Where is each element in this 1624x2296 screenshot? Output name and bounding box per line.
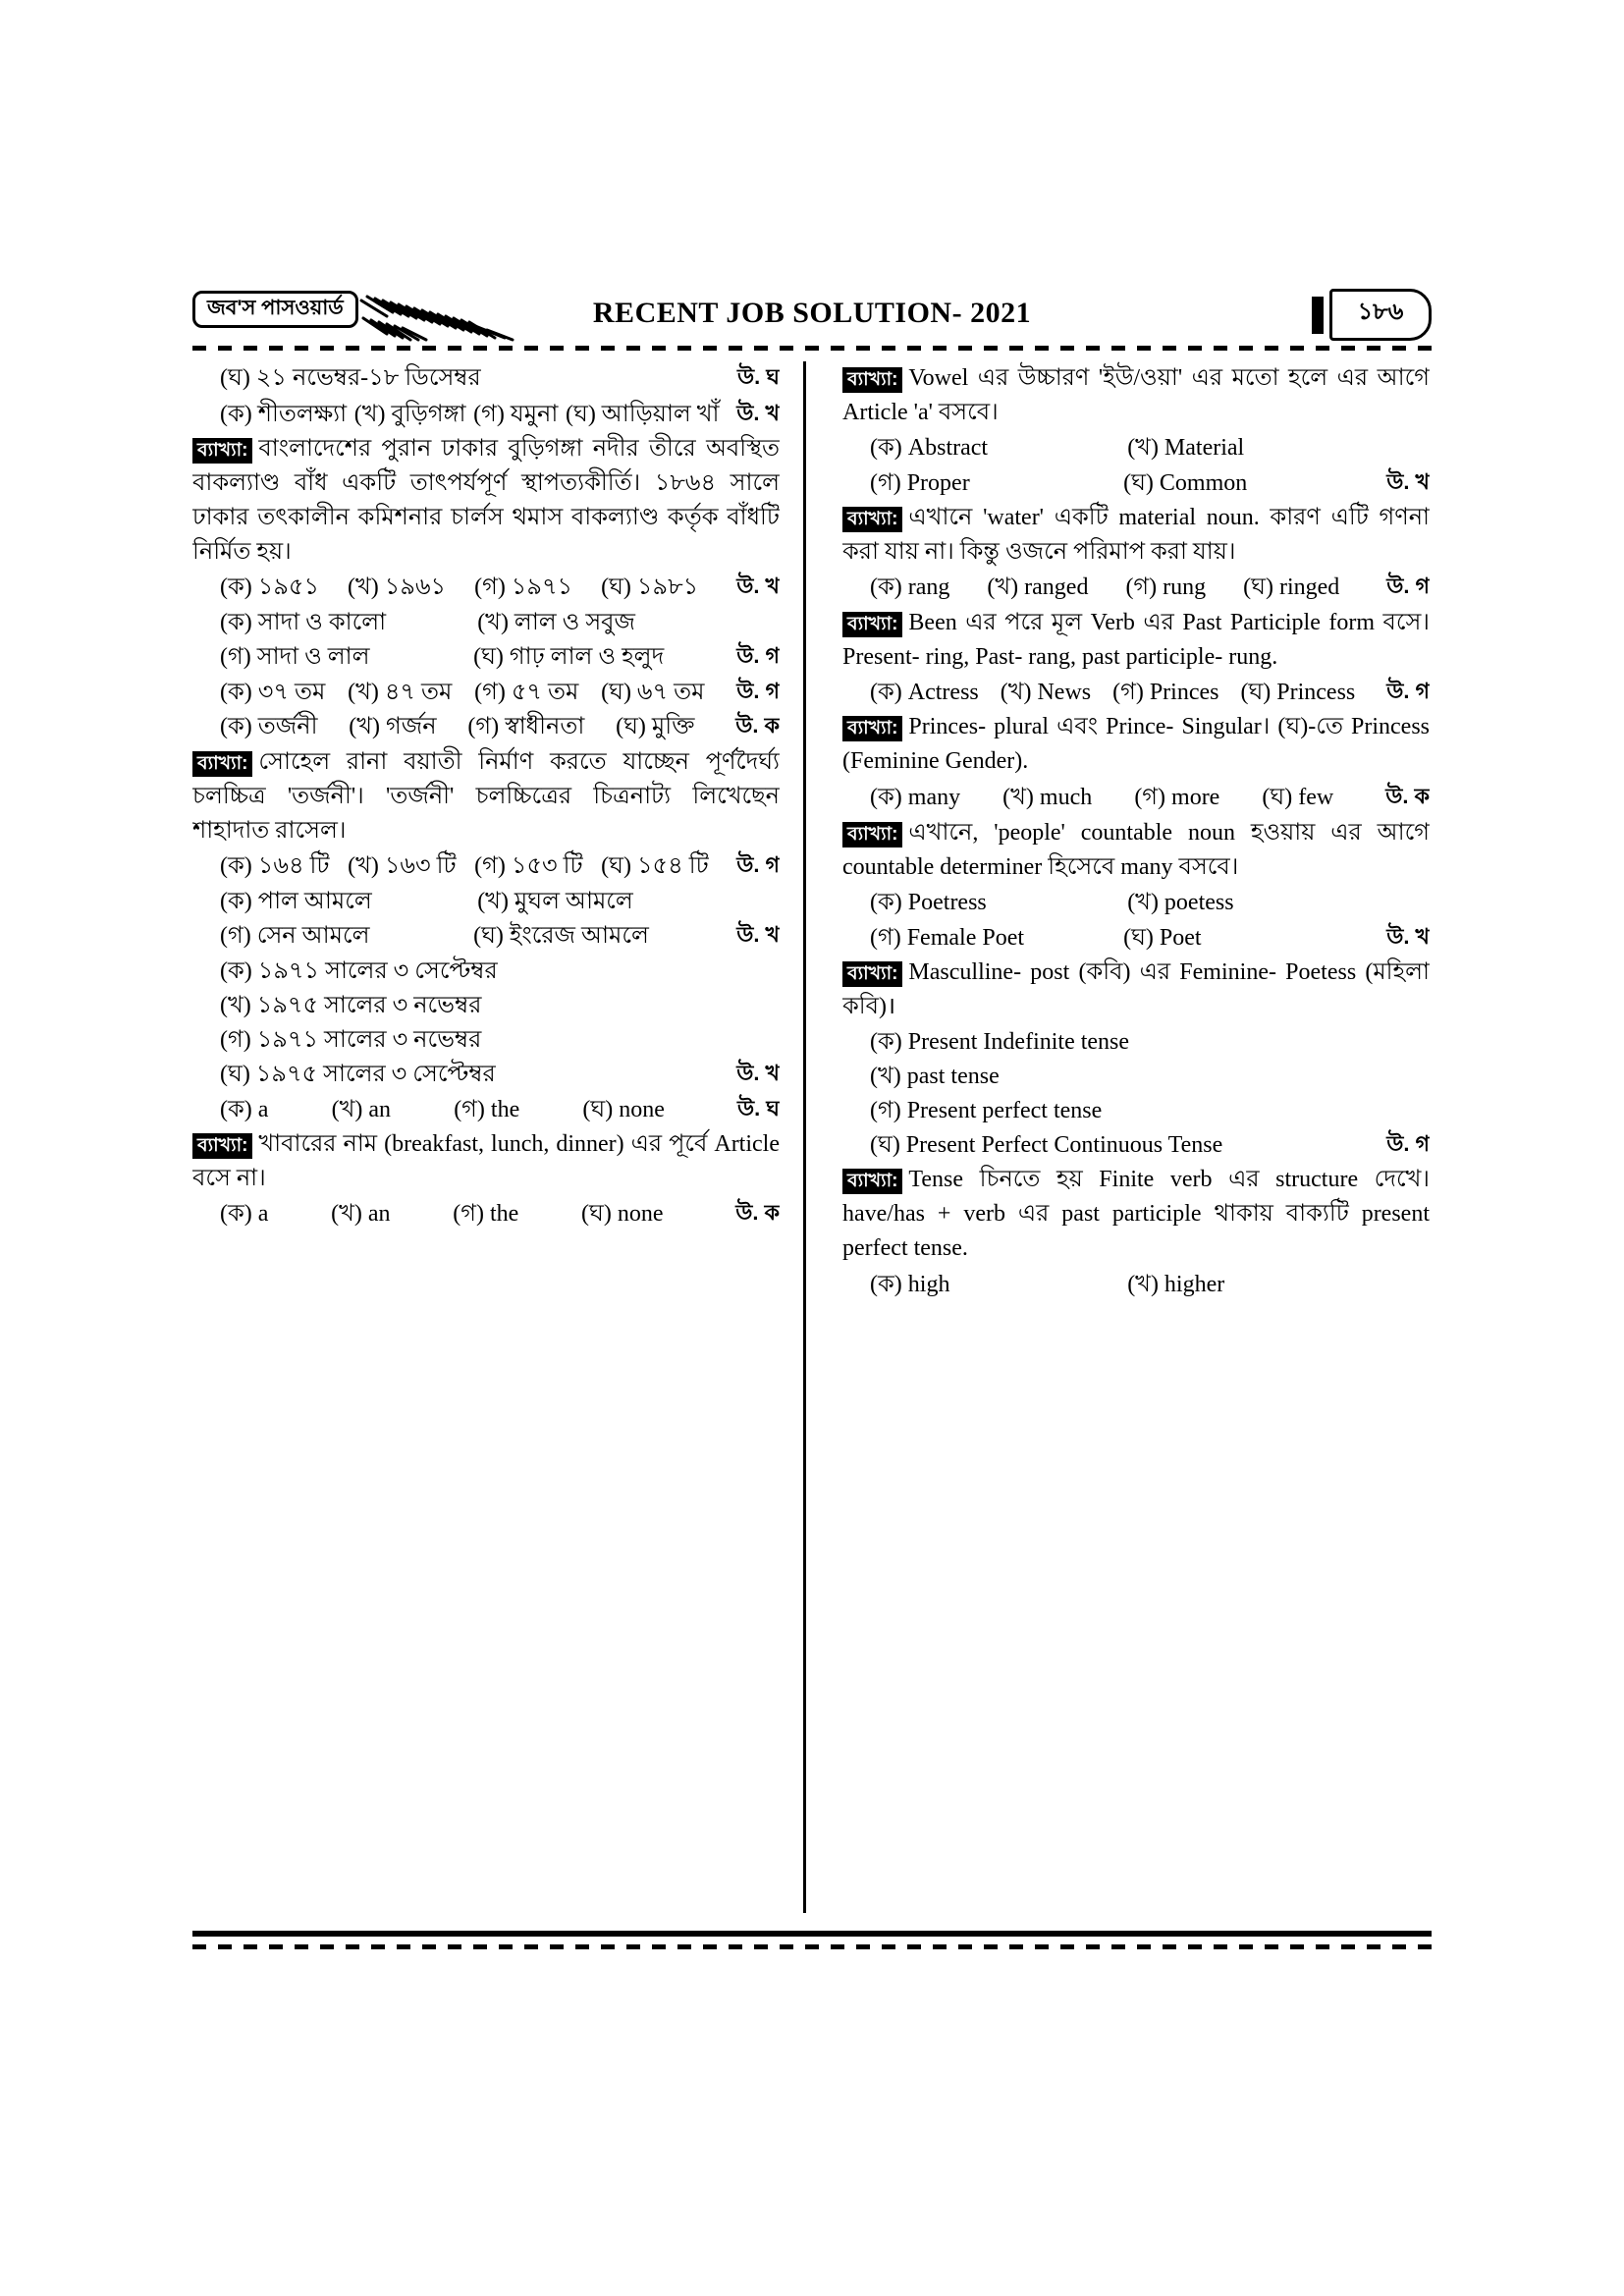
question-55-options (842, 676, 1430, 710)
option-row (220, 1023, 780, 1058)
answer-label: উ. গ (736, 852, 780, 878)
question-54-options (842, 571, 1430, 605)
swoosh-decoration-icon (357, 295, 583, 342)
option[interactable]: (ক) ১৬৪ টি (220, 853, 330, 880)
option-row (220, 955, 780, 989)
explanation-text: Tense চিনতে হয় Finite verb এর structure দেখে। have/has + verb এর past participle থাকায় বাক্যটি present perfect tense. (842, 1167, 1430, 1262)
option[interactable]: (ক) ৩৭ তম (220, 679, 326, 705)
page-number-bar-icon (1312, 297, 1324, 334)
question-56-explanation (842, 816, 1430, 885)
question-49-options-2 (192, 919, 780, 954)
page-number-group (1312, 289, 1432, 341)
option[interactable]: (গ) more (1134, 785, 1220, 811)
option[interactable]: (ক) a (220, 1096, 269, 1122)
question-50-options (192, 955, 780, 1092)
option[interactable]: (খ) ১৯৬১ (348, 574, 447, 601)
option[interactable]: (ঘ) few (1262, 785, 1334, 811)
option[interactable]: (খ) ranged (987, 574, 1089, 601)
explanation-tag: ব্যাখ্যা: (842, 507, 902, 532)
option[interactable]: (খ) News (1000, 679, 1092, 705)
option[interactable]: (ঘ) Princess (1240, 679, 1356, 705)
question-56-options (842, 781, 1430, 815)
explanation-text: Vowel এর উচ্চারণ 'ইউ/ওয়া' এর মতো হলে এর আগে Article 'a' বসবে। (842, 365, 1430, 426)
explanation-text: Been এর পরে মূল Verb এর Past Participle form বসে। Present- ring, Past- rang, past participle- rung. (842, 609, 1430, 670)
option[interactable]: (ঘ) ringed (1243, 574, 1340, 601)
question-49-options-1 (192, 885, 780, 919)
option[interactable]: (খ) ৪৭ তম (348, 679, 453, 705)
option[interactable]: (গ) Present perfect tense (870, 1098, 1103, 1124)
option[interactable]: (গ) যমুনা (473, 401, 559, 427)
option[interactable]: (গ) Proper (870, 469, 970, 496)
option[interactable]: (খ) লাল ও সবুজ (477, 609, 636, 635)
explanation-text: বাংলাদেশের পুরান ঢাকার বুড়িগঙ্গা নদীর তীরে অবস্থিত বাকল্যাণ্ড বাঁধ একটি তাৎপর্যপূর্ণ স্থাপত্যকীর্তি। ১৮৬৪ সালে ঢাকার তৎকালীন কমিশনার চার্লস থমাস বাকল্যাণ্ড কর্তৃক বাঁধটি নির্মিত হয়। (192, 436, 780, 566)
explanation-tag: ব্যাখ্যা: (842, 822, 902, 847)
question-43-options (192, 398, 780, 432)
option[interactable]: (গ) the (453, 1201, 519, 1228)
page-number: ১৮৬ (1329, 289, 1432, 341)
answer-label: উ. গ (1386, 574, 1430, 599)
option[interactable]: (গ) Princes (1112, 679, 1219, 705)
explanation-tag: ব্যাখ্যা: (842, 961, 902, 987)
question-45-options-2 (192, 640, 780, 675)
question-57-explanation (842, 956, 1430, 1024)
option[interactable]: (খ) মুঘল আমলে (477, 888, 633, 914)
option[interactable]: (গ) rung (1125, 574, 1207, 601)
explanation-tag: ব্যাখ্যা: (192, 438, 252, 464)
question-54-explanation (842, 606, 1430, 675)
option[interactable]: (গ) স্বাধীনতা (467, 714, 585, 740)
answer-label: উ. খ (1386, 468, 1430, 494)
answer-label: উ. ঘ (737, 1095, 780, 1121)
question-51-explanation (192, 1127, 780, 1196)
option[interactable]: (ক) high (870, 1272, 950, 1298)
question-47-explanation (192, 745, 780, 848)
option[interactable]: (খ) an (331, 1201, 391, 1228)
option[interactable]: (ঘ) Common (1123, 469, 1248, 496)
option[interactable]: (ক) Abstract (870, 435, 989, 462)
explanation-tag: ব্যাখ্যা: (842, 612, 902, 637)
option[interactable]: (গ) ৫৭ তম (474, 679, 579, 705)
option[interactable]: (গ) Female Poet (870, 924, 1025, 951)
option[interactable]: (ক) তর্জনী (220, 714, 318, 740)
answer-label: উ. ক (1385, 784, 1430, 809)
explanation-text: এখানে 'water' একটি material noun. কারণ এটি গণনা করা যায় না। কিন্তু ওজনে পরিমাপ করা যায়। (842, 505, 1430, 566)
answer-label: উ. ক (735, 1200, 780, 1226)
option[interactable]: (ঘ) ২১ নভেম্বর-১৮ ডিসেম্বর (220, 365, 481, 391)
option[interactable]: (খ) ১৯৭৫ সালের ৩ নভেম্বর (220, 992, 482, 1018)
answer-label: উ. গ (736, 643, 780, 669)
option-row (220, 989, 780, 1023)
column-divider (803, 361, 806, 1913)
option[interactable]: (ক) Actress (870, 679, 979, 705)
left-column (192, 361, 780, 1913)
right-column (842, 361, 1430, 1913)
q42-option-gha (192, 361, 780, 396)
option[interactable]: (খ) Material (1127, 435, 1245, 462)
answer-label: উ. ঘ (737, 364, 780, 389)
option[interactable]: (খ) গর্জন (349, 714, 437, 740)
question-58-explanation (842, 1163, 1430, 1266)
question-53-options-1 (842, 431, 1430, 465)
question-51-options (192, 1093, 780, 1127)
option[interactable]: (খ) past tense (870, 1064, 1000, 1090)
explanation-tag: ব্যাখ্যা: (842, 367, 902, 393)
option[interactable]: (ক) rang (870, 574, 950, 601)
question-53-explanation (842, 501, 1430, 570)
option[interactable]: (ঘ) none (582, 1096, 665, 1122)
option[interactable]: (ঘ) ১৯৭৫ সালের ৩ সেপ্টেম্বর (220, 1061, 496, 1087)
option[interactable]: (ঘ) none (581, 1201, 664, 1228)
brand-badge: জব'স পাসওয়ার্ড (192, 291, 358, 328)
answer-label: উ. গ (1386, 1131, 1430, 1157)
option[interactable]: (ক) Poetress (870, 890, 987, 916)
option-row (870, 1128, 1430, 1163)
explanation-text: সোহেল রানা বয়াতী নির্মাণ করতে যাচ্ছেন পূর্ণদৈর্ঘ্য চলচ্চিত্র 'তর্জনী'। 'তর্জনী' চলচ্চিত্রের চিত্রনাট্য লিখেছেন শাহাদাত রাসেল। (192, 748, 780, 845)
option[interactable]: (ক) পাল আমলে (220, 888, 372, 914)
option[interactable]: (ঘ) মুক্তি (616, 714, 695, 740)
option[interactable]: (ঘ) ৬৭ তম (601, 679, 705, 705)
option[interactable]: (খ) much (1002, 785, 1093, 811)
question-58-options (842, 1025, 1430, 1163)
option-row (220, 1058, 780, 1092)
option[interactable]: (খ) an (331, 1096, 392, 1122)
question-52-options (192, 1197, 780, 1231)
option[interactable]: (ক) ১৯৫১ (220, 574, 320, 601)
answer-label: উ. গ (1386, 678, 1430, 703)
page-header (192, 287, 1432, 342)
answer-label: উ. খ (736, 400, 780, 425)
explanation-text: এখানে, 'people' countable noun হওয়ায় এর আগে countable determiner হিসেবে many বসবে। (842, 819, 1430, 881)
option-row (870, 1094, 1430, 1128)
option[interactable]: (ঘ) Poet (1123, 924, 1202, 951)
option[interactable]: (ঘ) গাঢ় লাল ও হলুদ (473, 644, 665, 671)
option-row (870, 1060, 1430, 1094)
question-45-options-1 (192, 606, 780, 640)
option[interactable]: (ঘ) ইংরেজ আমলে (473, 923, 649, 950)
option[interactable]: (গ) ১৯৭১ (474, 574, 573, 601)
option[interactable]: (ঘ) Present Perfect Continuous Tense (870, 1132, 1223, 1159)
option[interactable]: (ক) many (870, 785, 961, 811)
option[interactable]: (ক) ১৯৭১ সালের ৩ সেপ্টেম্বর (220, 957, 498, 984)
question-52-explanation (842, 361, 1430, 430)
explanation-tag: ব্যাখ্যা: (842, 1169, 902, 1194)
explanation-tag: ব্যাখ্যা: (192, 751, 252, 777)
option[interactable]: (ক) শীতলক্ষ্যা (220, 401, 348, 427)
answer-label: উ. খ (1386, 923, 1430, 949)
footer-divider-dashed (192, 1944, 1432, 1949)
question-46-options (192, 676, 780, 710)
option[interactable]: (খ) poetess (1127, 890, 1234, 916)
question-44-options (192, 571, 780, 605)
question-55-explanation (842, 710, 1430, 779)
page-title: RECENT JOB SOLUTION- 2021 (592, 297, 1032, 329)
option[interactable]: (গ) the (454, 1096, 520, 1122)
question-59-options-1 (842, 1268, 1430, 1302)
option[interactable]: (গ) সাদা ও লাল (220, 644, 370, 671)
option-row (870, 1025, 1430, 1060)
explanation-text: Princes- plural এবং Prince- Singular। (ঘ)-তে Princess (Feminine Gender). (842, 714, 1430, 775)
option[interactable]: (ঘ) আড়িয়াল খাঁ (566, 401, 720, 427)
answer-label: উ. খ (736, 1060, 780, 1085)
option[interactable]: (গ) ১৯৭১ সালের ৩ নভেম্বর (220, 1026, 482, 1053)
header-divider (192, 346, 1432, 351)
explanation-tag: ব্যাখ্যা: (842, 716, 902, 741)
option[interactable]: (খ) higher (1127, 1272, 1225, 1298)
option[interactable]: (ক) সাদা ও কালো (220, 609, 387, 635)
answer-label: উ. গ (736, 678, 780, 703)
explanation-text: খাবারের নাম (breakfast, lunch, dinner) এর পূর্বে Article বসে না। (192, 1131, 780, 1192)
question-57-options-2 (842, 921, 1430, 956)
explanation-text: Masculline- post (কবি) এর Feminine- Poetess (মহিলা কবি)। (842, 959, 1430, 1020)
answer-label: উ. খ (736, 922, 780, 948)
option[interactable]: (গ) সেন আমলে (220, 923, 370, 950)
answer-label: উ. ক (735, 713, 780, 738)
answer-label: উ. খ (736, 574, 780, 599)
option[interactable]: (ঘ) ১৯৮১ (601, 574, 699, 601)
option[interactable]: (ক) a (220, 1201, 269, 1228)
question-43-explanation (192, 432, 780, 570)
explanation-tag: ব্যাখ্যা: (192, 1133, 252, 1159)
question-47-options (192, 710, 780, 744)
question-53-options-2 (842, 466, 1430, 501)
footer-divider-solid (192, 1931, 1432, 1937)
question-57-options-1 (842, 886, 1430, 920)
option[interactable]: (খ) ১৬৩ টি (348, 853, 457, 880)
option[interactable]: (ক) Present Indefinite tense (870, 1029, 1130, 1056)
option[interactable]: (গ) ১৫৩ টি (474, 853, 583, 880)
question-48-options (192, 849, 780, 884)
option[interactable]: (খ) বুড়িগঙ্গা (353, 401, 466, 427)
option[interactable]: (ঘ) ১৫৪ টি (601, 853, 709, 880)
